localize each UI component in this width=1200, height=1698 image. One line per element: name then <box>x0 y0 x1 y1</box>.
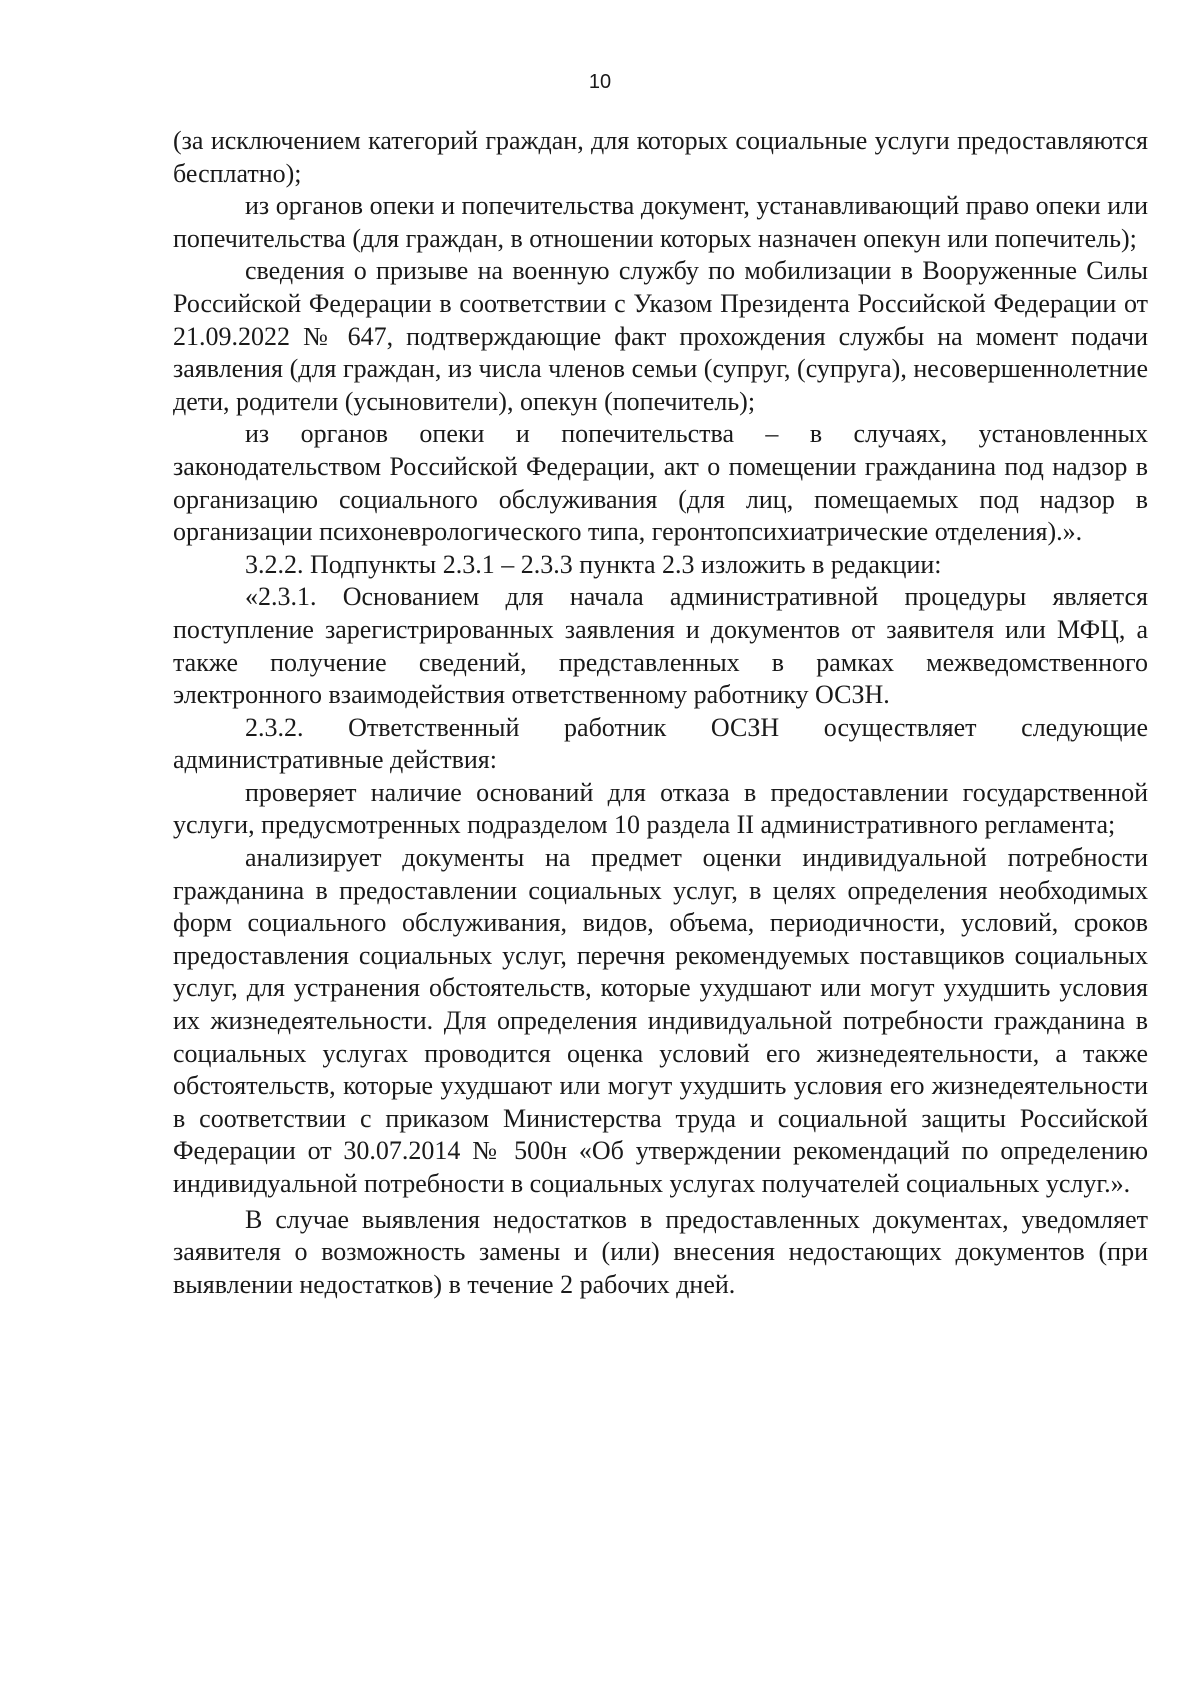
page-number: 10 <box>588 71 612 93</box>
paragraph-exclusion-note: (за исключением категорий граждан, для которых социальные услуги предоставляются бесплатно); <box>173 126 1148 188</box>
paragraph-subclauses-amendment: 3.2.2. Подпункты 2.3.1 – 2.3.3 пункта 2.3 изложить в редакции: <box>245 549 942 579</box>
paragraph-clause-2-3-2: 2.3.2. Ответственный работник ОСЗН осуществляет следующие административные действия: <box>173 712 1148 775</box>
document-body <box>173 125 1148 1301</box>
paragraph-supervision-act: из органов опеки и попечительства – в случаях, установленных законодательством Российской Федерации, акт о помещении гражданина под надзор в организацию социального обслуживания (для лиц, помещаемых под надзор в организации психоневрологического типа, геронтопсихиатрические отделения).». <box>173 419 1148 547</box>
paragraph-guardianship-document: из органов опеки и попечительства документ, устанавливающий право опеки или попечительства (для граждан, в отношении которых назначен опекун или попечитель); <box>173 191 1148 253</box>
paragraph-deficiencies-notice: В случае выявления недостатков в предоставленных документах, уведомляет заявителя о возможность замены и (или) внесения недостающих документов (при выявлении недостатков) в течение 2 рабочих дней. <box>173 1204 1148 1299</box>
paragraph-clause-2-3-1: «2.3.1. Основанием для начала административной процедуры является поступление зарегистрированных заявления и документов от заявителя или МФЦ, а также получение сведений, представленных в рамках межведомственного электронного взаимодействия ответственному работнику ОСЗН. <box>173 582 1148 710</box>
paragraph-mobilization-info: сведения о призыве на военную службу по мобилизации в Вооруженные Силы Российской Федерации в соответствии с Указом Президента Российской Федерации от 21.09.2022 № 647, подтверждающие факт прохождения службы на момент подачи заявления (для граждан, из числа членов семьи (супруг, (супруга), несовершеннолетние дети, родители (усыновители), опекун (попечитель); <box>173 256 1148 416</box>
paragraph-checks-grounds: проверяет наличие оснований для отказа в предоставлении государственной услуги, предусмотренных подразделом 10 раздела II административного регламента; <box>173 777 1148 840</box>
paragraph-analyzes-documents: анализирует документы на предмет оценки индивидуальной потребности гражданина в предоставлении социальных услуг, в целях определения необходимых форм социального обслуживания, видов, объема, периодичности, условий, сроков предоставления социальных услуг, перечня рекомендуемых поставщиков социальных услуг, для устранения обстоятельств, которые ухудшают или могут ухудшить условия их жизнедеятельности. Для определения индивидуальной потребности гражданина в социальных услугах проводится оценка условий его жизнедеятельности, а также обстоятельств, которые ухудшают или могут ухудшить условия его жизнедеятельности в соответствии с приказом Министерства труда и социальной защиты Российской Федерации от 30.07.2014 № 500н «Об утверждении рекомендаций по определению индивидуальной потребности в социальных услугах получателей социальных услуг.». <box>173 843 1148 1198</box>
